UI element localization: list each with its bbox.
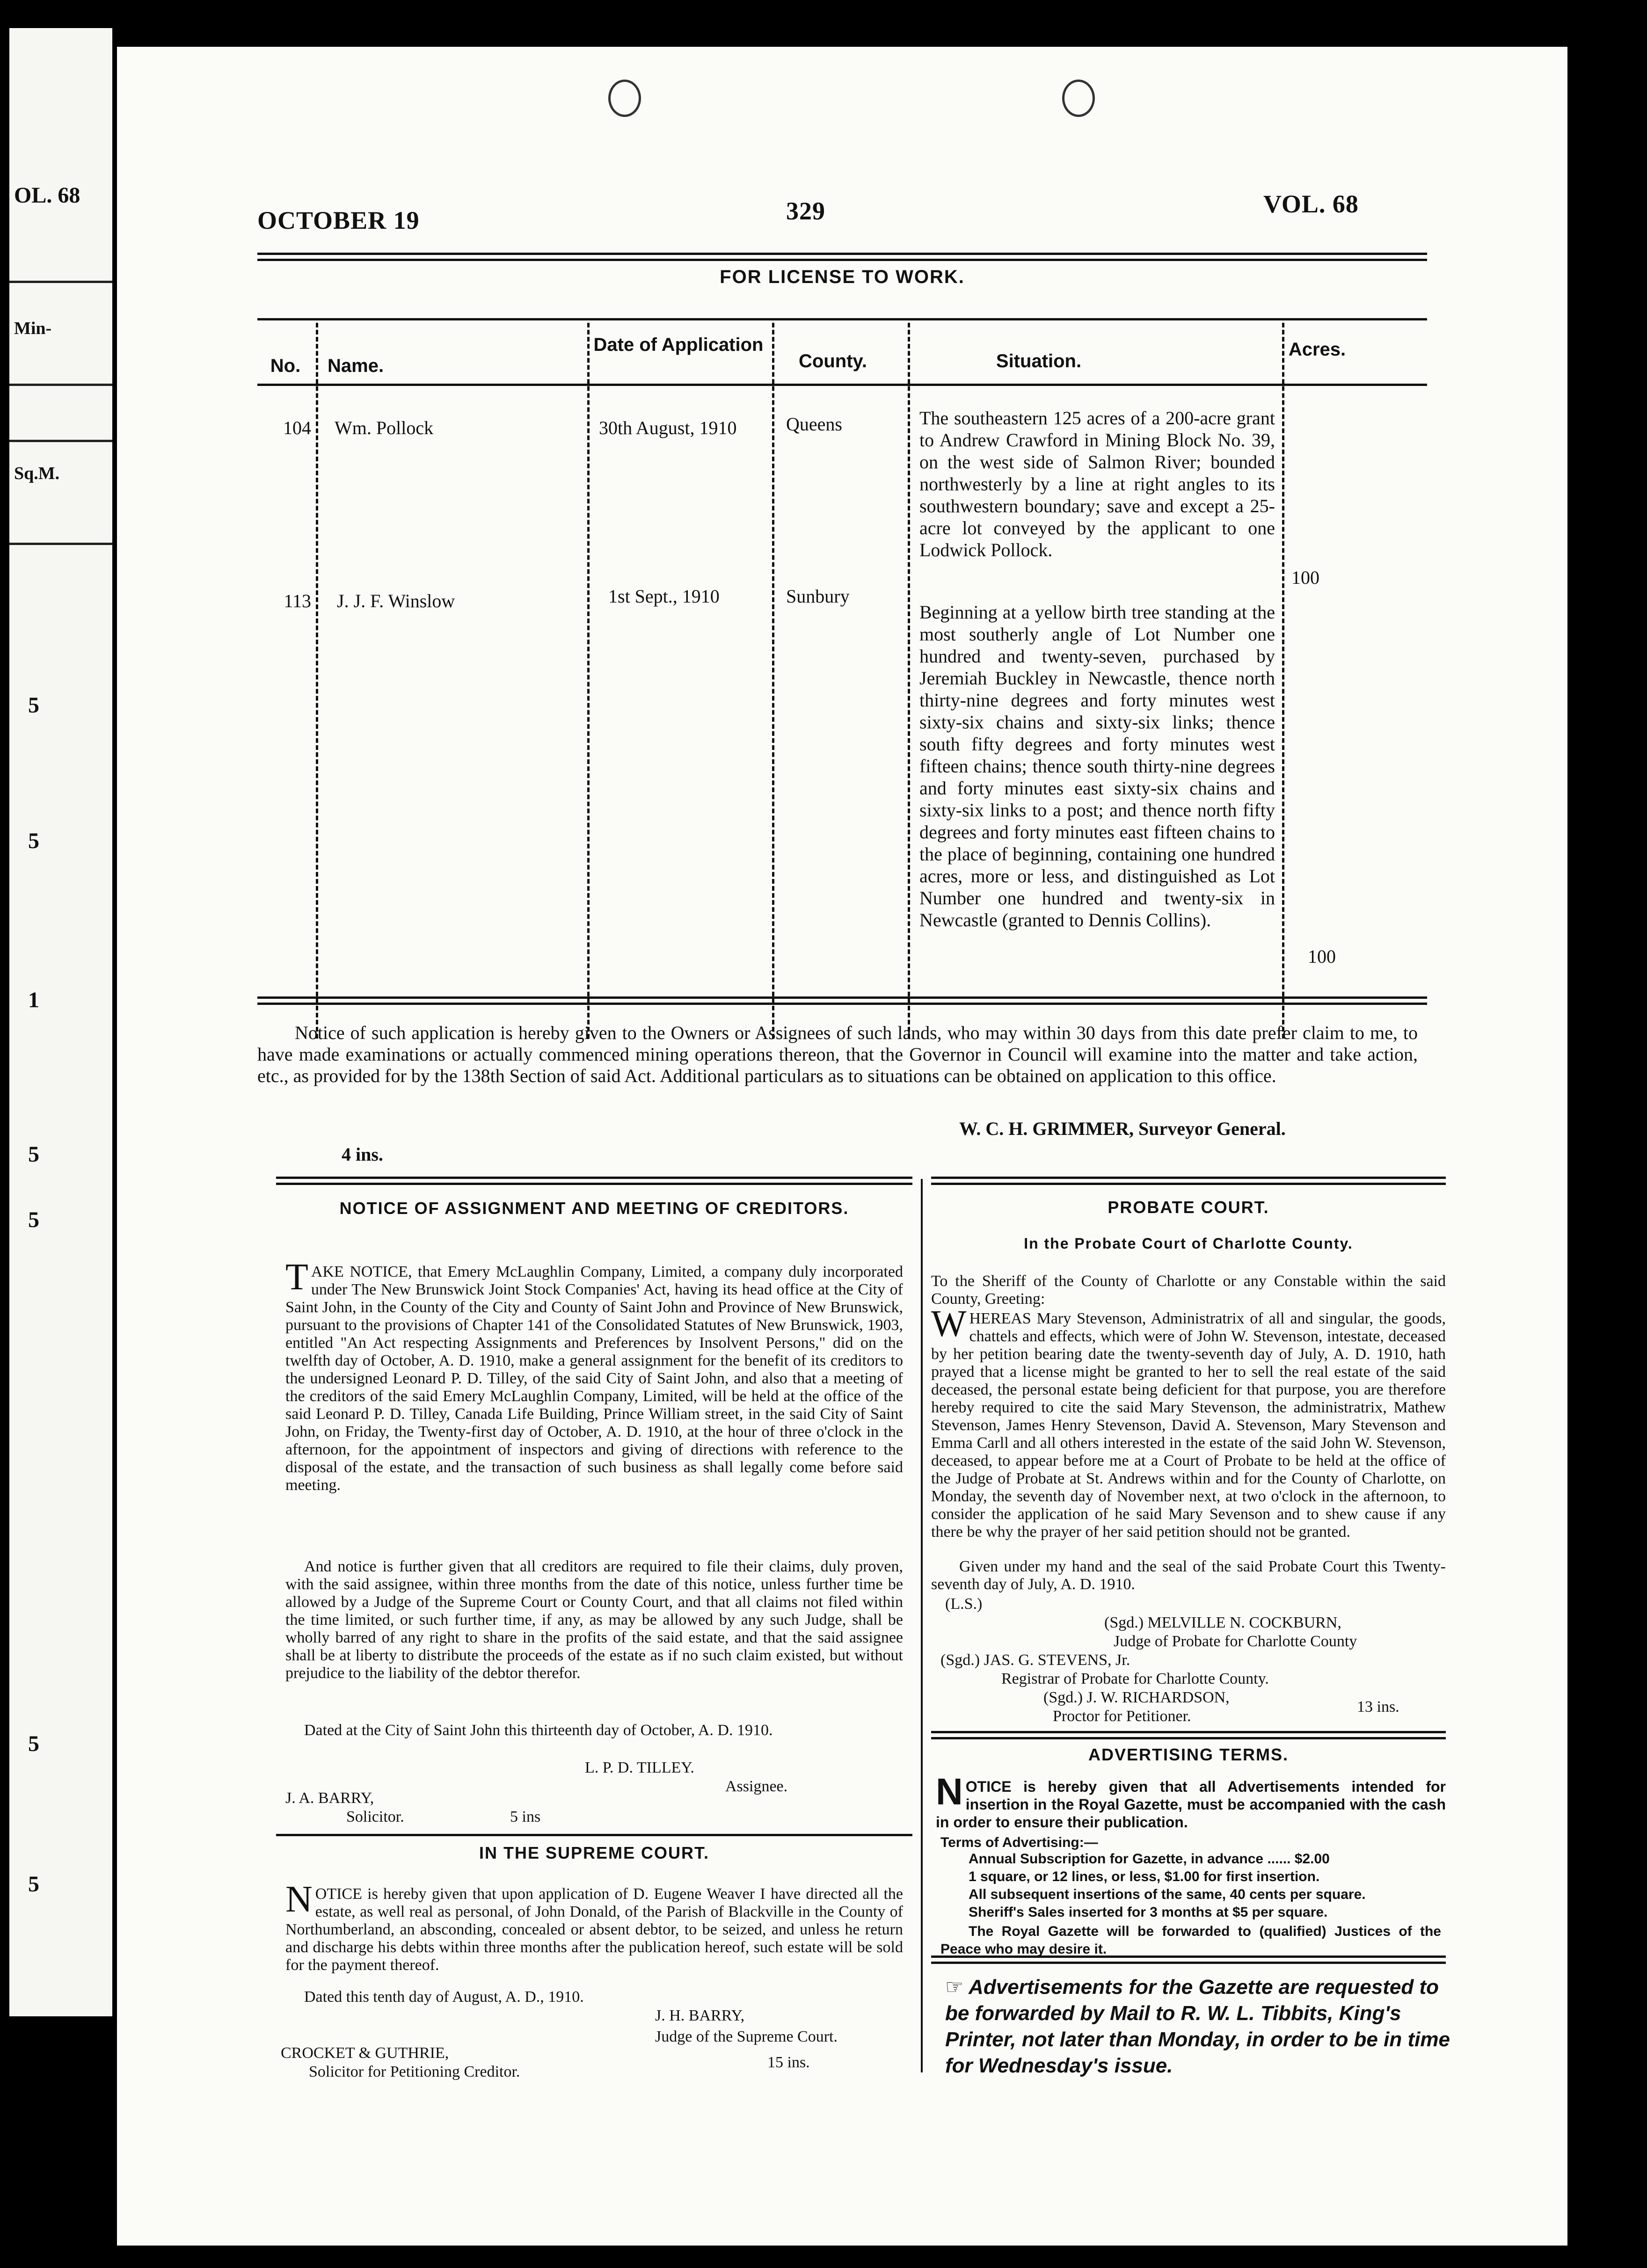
probate-registrar-title: Registrar of Probate for Charlotte County. <box>1001 1670 1269 1687</box>
gazette-note-text: Advertisements for the Gazette are requested to be forwarded by Mail to R. W. L. Tibbits, King's Printer, not later than Monday, in order to be in time for Wednesday's issue. <box>945 1976 1450 2077</box>
probate-proctor: (Sgd.) J. W. RICHARDSON, <box>1043 1689 1230 1706</box>
column-divider <box>1282 323 1284 1039</box>
supreme-judge-name: J. H. BARRY, <box>655 2007 745 2024</box>
assignment-paragraph-1: TAKE NOTICE, that Emery McLaughlin Company, Limited, a company duly incorporated under The New Brunswick Joint Stock Companies' Act, having its head office at the City of Saint John, in the County of the City and County of Saint John and Province of New Brunswick, pursuant to the provisions of Chapter 141 of the Consolidated Statutes of New Brunswick, 1903, entitled "An Act respecting Assignments and Preferences by Insolvent Persons," did on the twelfth day of October, A. D. 1910, make a general assignment for the benefit of its creditors to the undersigned Leonard P. D. Tilley, of the said City of Saint John, and also that a meeting of the creditors of the said Emery McLaughlin Company, Limited, will be held at the office of the said Leonard P. D. Tilley, Canada Life Building, Prince William street, in the said City of Saint John, on Friday, the Twenty-first day of October, A. D. 1910, at the hour of three o'clock in the afternoon, for the appointment of inspectors and giving of directions with reference to the disposal of the estate, and the transaction of such business as shall legally come before said meeting. <box>285 1257 903 1494</box>
probate-seal: (L.S.) <box>945 1595 983 1613</box>
advertising-notice: NOTICE is hereby given that all Advertisements intended for insertion in the Royal Gazette, must be accompanied with the cash in order to ensure their publication. <box>936 1771 1446 1831</box>
surveyor-signature: W. C. H. GRIMMER, Surveyor General. <box>959 1118 1286 1139</box>
supreme-insertions: 15 ins. <box>767 2054 810 2071</box>
table-title: FOR LICENSE TO WORK. <box>720 267 965 287</box>
row-1-county: Queens <box>786 414 842 435</box>
assignment-insertions: 5 ins <box>510 1808 541 1825</box>
assignment-paragraph-2: And notice is further given that all creditors are required to file their claims, duly proven, with the said assignee, within three months from the date of this notice, unless further time be allowed by a Judge of the Supreme Court or County Court, and that all claims not filed within the time limited, or such further time, if any, as may be allowed by any such Judge, shall be wholly barred of any right to share in the profits of the said estate, and that the said assignee shall be at liberty to distribute the proceeds of the estate as if no such claim existed, but without prejudice to the liability of the debtor therefor. <box>285 1558 903 1682</box>
adjacent-number: 5 <box>28 1142 39 1167</box>
advertising-term-line-5: The Royal Gazette will be forwarded to (qualified) Justices of the Peace who may desire it. <box>940 1924 1441 1957</box>
adjacent-page-edge <box>9 28 112 2016</box>
row-2-no: 113 <box>284 590 311 611</box>
row-2-acres: 100 <box>1308 946 1336 967</box>
row-1-acres: 100 <box>1291 567 1319 588</box>
binding-hole <box>1062 80 1095 117</box>
adjacent-number: 5 <box>28 693 39 718</box>
advertising-title: ADVERTISING TERMS. <box>1088 1745 1289 1764</box>
column-divider <box>316 323 318 1039</box>
row-2-situation: Beginning at a yellow birth tree standing at the most southerly angle of Lot Number one hundred and twenty-seven, purchased by Jeremiah Buckley in Newcastle, thence north thirty-nine degrees and forty minutes west sixty-six chains and sixty-six links; thence south fifty degrees and forty minutes west fifteen chains; thence south thirty-nine degrees and forty minutes east sixty-six chains and sixty-six links to a post; and thence north fifty degrees and forty minutes east fifteen chains to the place of beginning, containing one hundred acres, more or less, and distinguished as Lot Number one hundred and twenty-six in Newcastle (granted to Dennis Collins). <box>919 602 1275 930</box>
probate-judge-title: Judge of Probate for Charlotte County <box>1114 1633 1357 1650</box>
column-header-name: Name. <box>328 356 384 376</box>
volume-number: VOL. 68 <box>1263 190 1359 218</box>
gazette-note-top-rule <box>931 1955 1446 1964</box>
column-separator <box>921 1179 923 2072</box>
adjacent-number: 1 <box>28 988 39 1012</box>
probate-proctor-title: Proctor for Petitioner. <box>1053 1708 1191 1725</box>
supreme-firm: CROCKET & GUTHRIE, <box>281 2044 449 2062</box>
adjacent-vol-fragment: OL. 68 <box>14 183 80 208</box>
assignment-solicitor-name: J. A. BARRY, <box>285 1789 374 1807</box>
gazette-page <box>117 47 1567 2246</box>
column-header-situation: Situation. <box>996 351 1082 371</box>
column-header-date: Date of Application <box>593 334 764 355</box>
advertising-term-line-2: 1 square, or 12 lines, or less, $1.00 for first insertion. <box>969 1869 1320 1884</box>
assignee-name: L. P. D. TILLEY. <box>585 1759 694 1776</box>
adjacent-number: 5 <box>28 1731 39 1756</box>
adjacent-rule <box>9 384 112 386</box>
row-2-county: Sunbury <box>786 586 850 607</box>
supreme-judge-title: Judge of the Supreme Court. <box>655 2028 838 2045</box>
right-column-rule <box>931 1177 1446 1185</box>
advertising-term-line-3: All subsequent insertions of the same, 40 cents per square. <box>969 1887 1366 1902</box>
supreme-top-rule <box>276 1834 912 1836</box>
issue-date: OCTOBER 19 <box>257 206 420 234</box>
probate-judge: (Sgd.) MELVILLE N. COCKBURN, <box>1104 1614 1341 1631</box>
table-bottom-rule <box>257 996 1427 1005</box>
header-rule <box>257 253 1427 261</box>
probate-subtitle: In the Probate Court of Charlotte County. <box>1024 1235 1353 1252</box>
column-divider <box>587 323 590 1039</box>
column-header-acres: Acres. <box>1288 339 1346 360</box>
binding-hole <box>608 80 641 117</box>
adjacent-number: 5 <box>28 1872 39 1897</box>
assignee-title: Assignee. <box>725 1778 788 1795</box>
column-divider <box>772 323 774 1039</box>
gazette-note <box>945 1974 1450 2079</box>
license-insertions: 4 ins. <box>342 1144 383 1165</box>
probate-title: PROBATE COURT. <box>1108 1198 1269 1217</box>
adjacent-min-fragment: Min- <box>14 319 52 338</box>
column-header-no: No. <box>270 356 301 376</box>
row-1-no: 104 <box>283 417 311 438</box>
supreme-firm-title: Solicitor for Petitioning Creditor. <box>309 2063 520 2080</box>
row-1-situation: The southeastern 125 acres of a 200-acre grant to Andrew Crawford in Mining Block No. 39, on the west side of Salmon River; bounded northwesterly by a line at right angles to its southwestern boundary; save and except a 25-acre lot conveyed by the applicant to one Lodwick Pollock. <box>919 407 1275 560</box>
probate-address: To the Sheriff of the County of Charlotte or any Constable within the said County, Greeting: <box>931 1272 1446 1308</box>
advertising-term-line-1: Annual Subscription for Gazette, in advance ...... $2.00 <box>969 1851 1330 1867</box>
probate-text: WHEREAS Mary Stevenson, Administratrix of all and singular, the goods, chattels and effects, which were of John W. Stevenson, intestate, deceased by her petition bearing date the twenty-seventh day of July, A. D. 1910, hath prayed that a license might be granted to her to sell the real estate of the said deceased, the personal estate being deficient for that purpose, you are therefore hereby required to cite the said Mary Stevenson, the administratrix, Mathew Stevenson, James Henry Stevenson, David A. Stevenson, Mary Stevenson and Emma Carll and all others interested in the estate of the said John W. Stevenson, deceased, to appear before me at a Court of Probate to be held at the office of the Judge of Probate at St. Andrews within and for the County of Charlotte, on Monday, the seventh day of November next, at two o'clock in the afternoon, to consider the application of he said Mary Sevenson and to shew cause if any there be why the prayer of her said petition should not be granted. <box>931 1303 1446 1541</box>
row-1-date: 30th August, 1910 <box>599 417 737 438</box>
adjacent-number: 5 <box>28 1207 39 1232</box>
row-2-name: J. J. F. Winslow <box>337 590 455 611</box>
assignment-title: NOTICE OF ASSIGNMENT AND MEETING OF CREDITORS. <box>339 1199 849 1218</box>
advertising-term-line-4: Sheriff's Sales inserted for 3 months at $5 per square. <box>969 1905 1328 1920</box>
row-1-name: Wm. Pollock <box>335 417 434 438</box>
probate-registrar: (Sgd.) JAS. G. STEVENS, Jr. <box>940 1651 1130 1669</box>
supreme-dated: Dated this tenth day of August, A. D., 1910. <box>304 1988 584 2006</box>
adjacent-rule <box>9 440 112 442</box>
supreme-text: NOTICE is hereby given that upon application of D. Eugene Weaver I have directed all the estate, as well real as personal, of John Donald, of the Parish of Blackville in the County of Northumberland, an absconding, concealed or absent debtor, to be seized, and unless he return and discharge his debts within three months after the publication hereof, such estate will be sold for the payment thereof. <box>285 1879 903 1974</box>
advertising-top-rule <box>931 1731 1446 1739</box>
advertising-terms-heading: Terms of Advertising:— <box>940 1835 1098 1850</box>
column-divider <box>908 323 910 1039</box>
table-header-rule <box>257 384 1427 386</box>
adjacent-rule <box>9 281 112 283</box>
probate-insertions: 13 ins. <box>1357 1698 1399 1716</box>
license-notice: Notice of such application is hereby given to the Owners or Assignees of such lands, who may within 30 days from this date prefer claim to me, to have made examinations or actually commenced mining operations thereon, that the Governor in Council will examine into the matter and take action, etc., as provided for by the 138th Section of said Act. Additional particulars as to situations can be obtained on application to this office. <box>257 1022 1418 1086</box>
pointing-hand-icon: ☞ <box>945 1976 964 1999</box>
page-number: 329 <box>786 197 825 225</box>
column-header-county: County. <box>799 351 867 371</box>
probate-given: Given under my hand and the seal of the said Probate Court this Twenty-seventh day of July, A. D. 1910. <box>931 1558 1446 1593</box>
adjacent-number: 5 <box>28 829 39 853</box>
assignment-dated: Dated at the City of Saint John this thirteenth day of October, A. D. 1910. <box>304 1722 773 1739</box>
table-top-rule <box>257 318 1427 320</box>
row-2-date: 1st Sept., 1910 <box>608 586 720 607</box>
assignment-solicitor-title: Solicitor. <box>346 1808 404 1825</box>
adjacent-rule <box>9 543 112 545</box>
supreme-title: IN THE SUPREME COURT. <box>479 1843 710 1862</box>
left-column-rule <box>276 1177 912 1185</box>
adjacent-sqm-fragment: Sq.M. <box>14 464 60 483</box>
